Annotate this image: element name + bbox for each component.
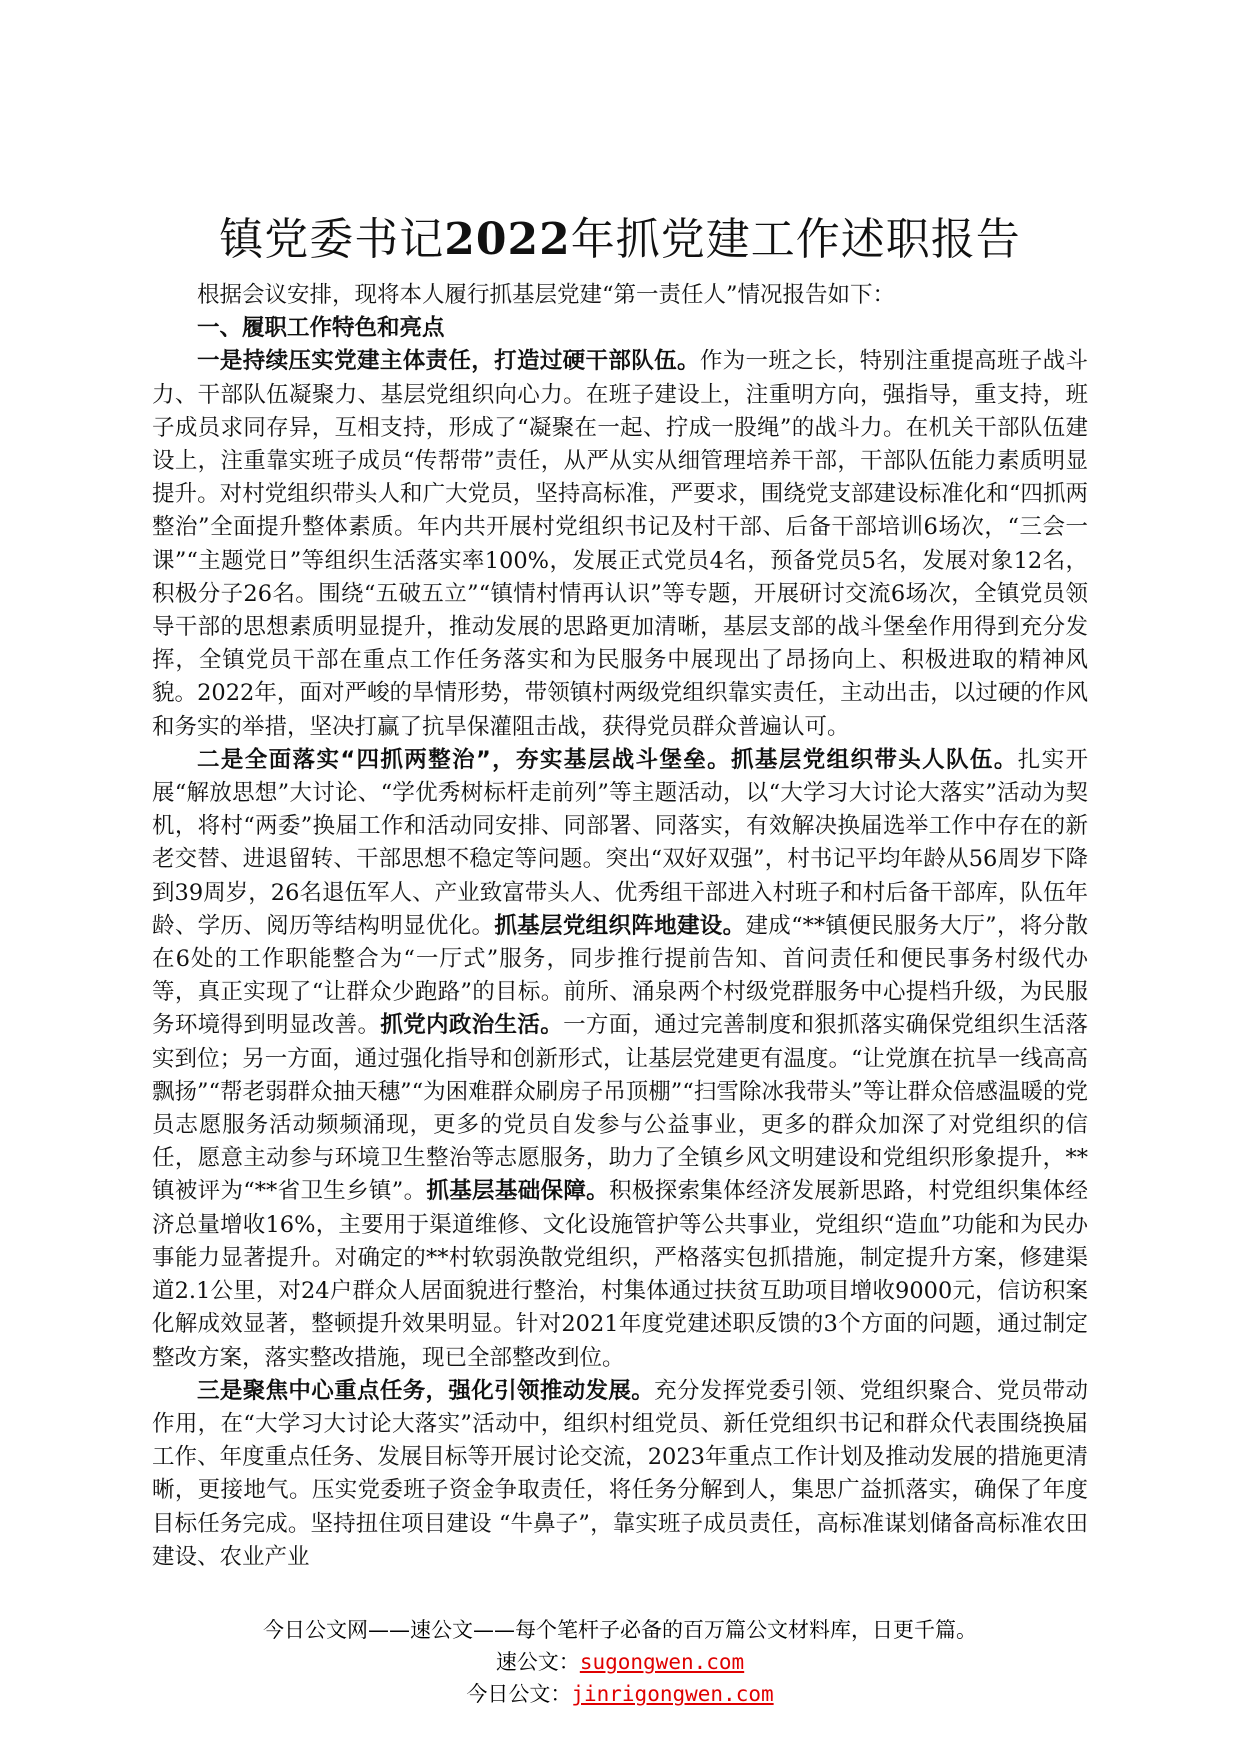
paragraph-3-text: 充分发挥党委引领、党组织聚合、党员带动作用，在“大学习大讨论大落实”活动中，组织村组党员、新任党组织书记和群众代表围绕换届工作、年度重点任务、发展目标等开展讨论交流，2023年重点工作计划及推动发展的措施更清晰，更接地气。压实党委班子资金争取责任，将任务分解到人，集思广益抓落实，确保了年度目标任务完成。坚持扭住项目建设 “牛鼻子”，靠实班子成员责任，高标准谋划储备高标准农田建设、农业产业: [152, 1377, 1088, 1570]
footer: [0, 1614, 1240, 1710]
footer-label-sugongwen: 速公文：: [495, 1650, 580, 1674]
paragraph-2-text-3: 一方面，通过完善制度和狠抓落实确保党组织生活落实到位；另一方面，通过强化指导和创新形式，让基层党建更有温度。“让党旗在抗旱一线高高飘扬”“帮老弱群众抽天穗”“为困难群众刷房子吊顶棚”“扫雪除冰我带头”等让群众倍感温暖的党员志愿服务活动频频涌现，更多的党员自发参与公益事业，更多的群众加深了对党组织的信任，愿意主动参与环境卫生整治等志愿服务，助力了全镇乡风文明建设和党组织形象提升，**镇被评为“**省卫生乡镇”。: [152, 1012, 1088, 1205]
paragraph-1-text: 作为一班之长，特别注重提高班子战斗力、干部队伍凝聚力、基层党组织向心力。在班子建设上，注重明方向，强指导，重支持，班子成员求同存异，互相支持，形成了“凝聚在一起、拧成一股绳”的战斗力。在机关干部队伍建设上，注重靠实班子成员“传帮带”责任，从严从实从细管理培养干部，干部队伍能力素质明显提升。对村党组织带头人和广大党员，坚持高标准，严要求，围绕党支部建设标准化和“四抓两整治”全面提升整体素质。年内共开展村党组织书记及村干部、后备干部培训6场次，“三会一课”“主题党日”等组织生活落实率100%，发展正式党员4名，预备党员5名，发展对象12名，积极分子26名。围绕“五破五立”“镇情村情再认识”等专题，开展研讨交流6场次，全镇党员领导干部的思想素质明显提升，推动发展的思路更加清晰，基层支部的战斗堡垒作用得到充分发挥，全镇党员干部在重点工作任务落实和为民服务中展现出了昂扬向上、积极进取的精神风貌。2022年，面对严峻的旱情形势，带领镇村两级党组织靠实责任，主动出击，以过硬的作风和务实的举措，坚决打赢了抗旱保灌阻击战，获得党员群众普遍认可。: [152, 348, 1088, 740]
paragraph-2-lead-4: 抓基层基础保障。: [426, 1178, 609, 1205]
jinrigongwen-link[interactable]: jinrigongwen.com: [571, 1682, 774, 1706]
title-prefix: 镇党委书记: [219, 214, 445, 265]
paragraph-2-lead-2: 抓基层党组织阵地建设。: [494, 912, 746, 939]
paragraph-1: [152, 345, 1088, 743]
footer-line-jinrigongwen: [0, 1678, 1240, 1710]
paragraph-3: [152, 1375, 1088, 1574]
paragraph-3-lead: 三是聚焦中心重点任务，强化引领推动发展。: [197, 1377, 655, 1404]
paragraph-2-lead-3: 抓党内政治生活。: [380, 1012, 564, 1039]
footer-tagline: 今日公文网——速公文——每个笔杆子必备的百万篇公文材料库，日更千篇。: [263, 1618, 977, 1642]
paragraph-2-text-4: 积极探索集体经济发展新思路，村党组织集体经济总量增收16%，主要用于渠道维修、文化设施管护等公共事业，党组织“造血”功能和为民办事能力显著提升。对确定的**村软弱涣散党组织，严格落实包抓措施，制定提升方案，修建渠道2.1公里，对24户群众人居面貌进行整治，村集体通过扶贫互助项目增收9000元，信访积案化解成效显著，整顿提升效果明显。针对2021年度党建述职反馈的3个方面的问题，通过制定整改方案，落实整改措施，现已全部整改到位。: [152, 1178, 1088, 1371]
paragraph-2-lead: 二是全面落实“四抓两整治”，夯实基层战斗堡垒。抓基层党组织带头人队伍。: [197, 746, 1018, 773]
section-heading: 一、履职工作特色和亮点: [197, 315, 445, 342]
intro-paragraph: 根据会议安排，现将本人履行抓基层党建“第一责任人”情况报告如下：: [197, 282, 896, 308]
title-year: 2022: [444, 214, 571, 265]
paragraph-2-text-1: 扎实开展“解放思想”大讨论、“学优秀树标杆走前列”等主题活动，以“大学习大讨论大落实”活动为契机，将村“两委”换届工作和活动同安排、同部署、同落实，有效解决换届选举工作中存在的新老交替、进退留转、干部思想不稳定等问题。突出“双好双强”，村书记平均年龄从56周岁下降到39周岁，26名退伍军人、产业致富带头人、优秀组干部进入村班子和村后备干部库，队伍年龄、学历、阅历等结构明显优化。: [152, 746, 1088, 939]
report-body: [152, 279, 1088, 1574]
paragraph-2: [152, 744, 1088, 1375]
title-suffix: 年抓党建工作述职报告: [570, 214, 1021, 265]
paragraph-2-text-2: 建成“**镇便民服务大厅”，将分散在6处的工作职能整合为“一厅式”服务，同步推行提前告知、首问责任和便民事务村级代办等，真正实现了“让群众少跑路”的目标。前所、涌泉两个村级党群服务中心提档升级，为民服务环境得到明显改善。: [152, 912, 1088, 1039]
page-title: [150, 212, 1090, 268]
footer-label-jinrigongwen: 今日公文：: [466, 1682, 572, 1706]
sugongwen-link[interactable]: sugongwen.com: [579, 1650, 745, 1674]
footer-line-sugongwen: [0, 1646, 1240, 1678]
paragraph-1-lead: 一是持续压实党建主体责任，打造过硬干部队伍。: [197, 348, 700, 375]
